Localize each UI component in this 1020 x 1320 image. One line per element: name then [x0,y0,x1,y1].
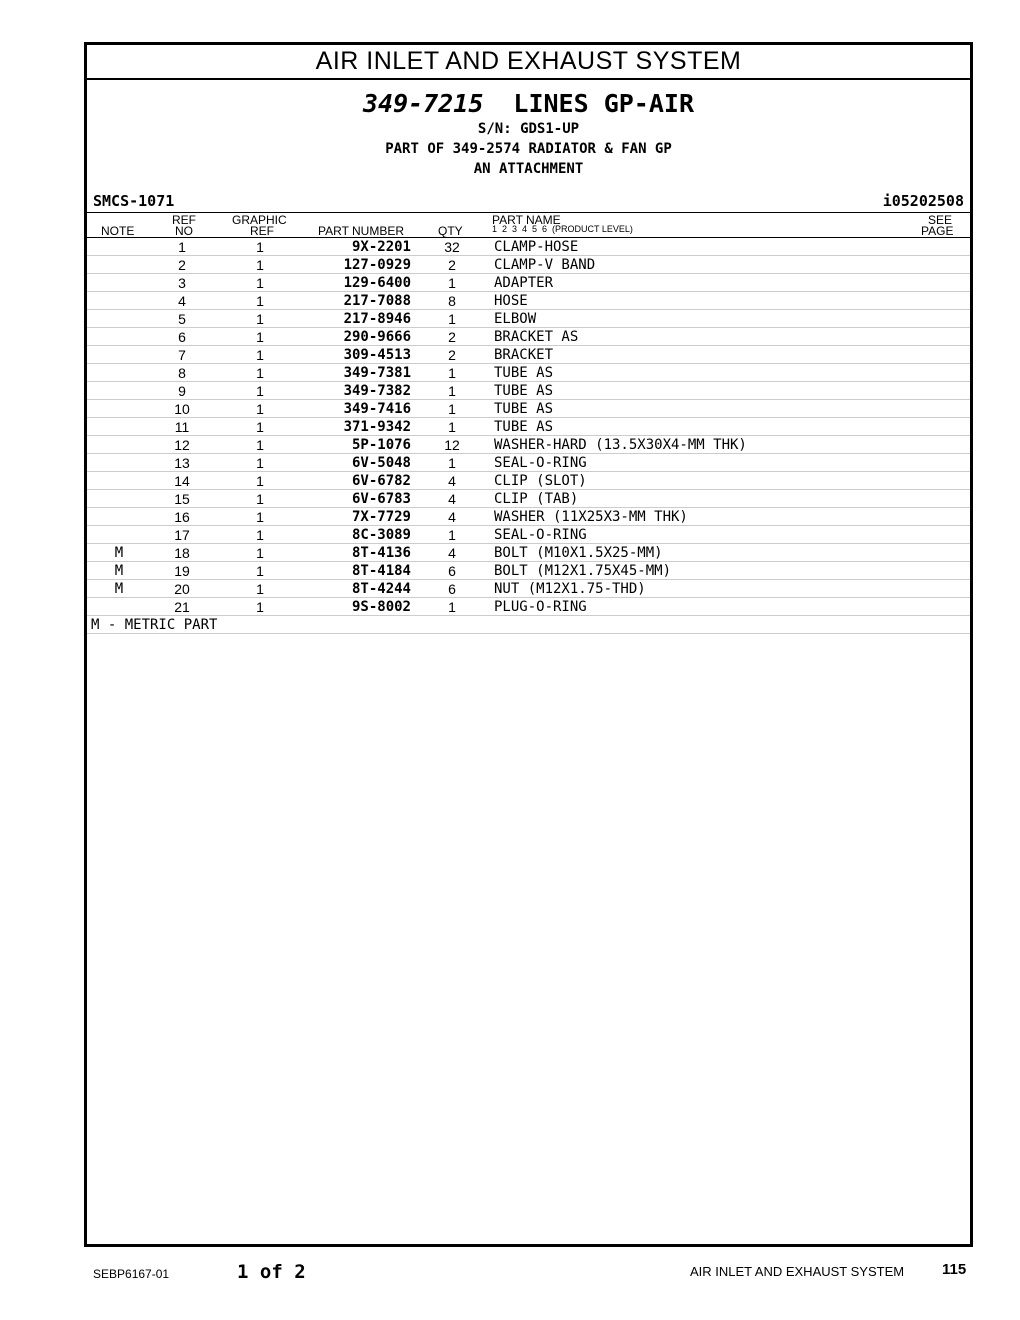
row-graphic-ref: 1 [256,311,264,327]
row-ref-no: 15 [174,491,190,507]
row-part-number: 9X-2201 [351,239,411,255]
row-ref-no: 19 [174,563,190,579]
row-qty: 2 [448,257,456,273]
row-part-name: CLIP (TAB) [494,491,579,507]
row-ref-no: 12 [174,437,190,453]
smcs-code: SMCS-1071 [93,192,175,210]
row-part-name: TUBE AS [494,401,554,417]
row-graphic-ref: 1 [256,455,264,471]
row-part-name: WASHER-HARD (13.5X30X4-MM THK) [494,437,747,453]
row-ref-no: 6 [178,329,186,345]
row-qty: 4 [448,509,456,525]
row-ref-no: 16 [174,509,190,525]
row-ref-no: 20 [174,581,190,597]
table-row [87,418,970,436]
row-part-name: CLAMP-V BAND [494,257,596,273]
row-qty: 1 [448,455,456,471]
col-graphic-top: GRAPHIC [232,213,287,227]
footnote: M - METRIC PART [91,617,218,633]
row-graphic-ref: 1 [256,491,264,507]
table-row [87,328,970,346]
row-graphic-ref: 1 [256,347,264,363]
row-graphic-ref: 1 [256,257,264,273]
row-part-name: SEAL-O-RING [494,527,587,543]
row-graphic-ref: 1 [256,473,264,489]
row-ref-no: 7 [178,347,186,363]
row-qty: 6 [448,563,456,579]
row-graphic-ref: 1 [256,239,264,255]
row-part-number: 8T-4136 [351,545,411,561]
row-part-number: 8T-4184 [351,563,411,579]
row-qty: 1 [448,275,456,291]
row-part-name: TUBE AS [494,365,554,381]
row-part-name: CLIP (SLOT) [494,473,587,489]
table-row [87,436,970,454]
table-row [87,490,970,508]
page-footer [0,1258,1020,1288]
row-ref-no: 13 [174,455,190,471]
row-part-name: TUBE AS [494,419,554,435]
table-row [87,238,970,256]
serial-range: S/N: GDS1-UP [477,121,580,137]
row-part-name: CLAMP-HOSE [494,239,579,255]
row-ref-no: 11 [174,419,190,435]
col-part-number: PART NUMBER [318,224,405,238]
row-ref-no: 14 [174,473,190,489]
row-ref-no: 2 [178,257,186,273]
row-part-number: 371-9342 [343,419,411,435]
section-title: AIR INLET AND EXHAUST SYSTEM [87,45,970,80]
row-ref-no: 18 [174,545,190,561]
row-qty: 1 [448,527,456,543]
group-part-number: 349-7215 [362,89,484,118]
footer-page-number: 115 [942,1261,967,1278]
row-part-number: 127-0929 [343,257,411,273]
table-row [87,508,970,526]
row-part-number: 217-7088 [343,293,411,309]
row-part-number: 309-4513 [343,347,411,363]
row-part-name: NUT (M12X1.75-THD) [494,581,646,597]
row-qty: 6 [448,581,456,597]
row-part-number: 6V-6782 [351,473,411,489]
row-graphic-ref: 1 [256,581,264,597]
row-graphic-ref: 1 [256,401,264,417]
row-ref-no: 5 [178,311,186,327]
table-row [87,544,970,562]
row-ref-no: 4 [178,293,186,309]
footer-section: AIR INLET AND EXHAUST SYSTEM [690,1264,905,1279]
smcs-row [87,190,970,213]
col-part-name: PART NAME [492,213,561,227]
col-ref-bottom: NO [175,224,193,238]
row-qty: 4 [448,473,456,489]
col-ref-top: REF [172,213,196,227]
row-part-name: HOSE [494,293,528,309]
row-part-number: 8C-3089 [351,527,411,543]
row-note: M [114,581,124,597]
parts-list [87,238,970,616]
table-row [87,472,970,490]
footer-doc-number: SEBP6167-01 [93,1267,170,1281]
row-graphic-ref: 1 [256,329,264,345]
table-row [87,346,970,364]
table-row [87,256,970,274]
row-part-number: 217-8946 [343,311,411,327]
row-ref-no: 17 [174,527,190,543]
row-graphic-ref: 1 [256,563,264,579]
row-part-name: SEAL-O-RING [494,455,587,471]
footer-page-of: 1 of 2 [237,1261,306,1283]
row-qty: 8 [448,293,456,309]
row-part-name: BRACKET [494,347,554,363]
table-row [87,580,970,598]
row-part-number: 7X-7729 [351,509,411,525]
table-row [87,274,970,292]
row-part-number: 349-7416 [343,401,411,417]
row-qty: 2 [448,329,456,345]
row-part-number: 349-7382 [343,383,411,399]
group-header [87,89,970,179]
row-qty: 1 [448,599,456,615]
row-part-number: 8T-4244 [351,581,411,597]
table-row [87,526,970,544]
row-part-name: ELBOW [494,311,537,327]
col-note: NOTE [101,224,135,238]
group-name: LINES GP-AIR [513,89,695,118]
table-row [87,598,970,616]
row-graphic-ref: 1 [256,275,264,291]
row-part-name: BRACKET AS [494,329,579,345]
row-ref-no: 8 [178,365,186,381]
row-graphic-ref: 1 [256,437,264,453]
row-qty: 12 [444,437,460,453]
row-part-name: BOLT (M12X1.75X45-MM) [494,563,672,579]
row-qty: 2 [448,347,456,363]
row-qty: 1 [448,419,456,435]
row-graphic-ref: 1 [256,383,264,399]
attachment-line: AN ATTACHMENT [473,161,584,177]
row-note: M [114,545,124,561]
row-graphic-ref: 1 [256,545,264,561]
row-ref-no: 10 [174,401,190,417]
row-qty: 1 [448,365,456,381]
row-qty: 32 [444,239,460,255]
footnote-row [87,616,970,634]
row-part-name: BOLT (M10X1.5X25-MM) [494,545,663,561]
row-part-name: TUBE AS [494,383,554,399]
row-part-number: 6V-5048 [351,455,411,471]
row-part-number: 9S-8002 [351,599,411,615]
row-ref-no: 1 [178,239,186,255]
row-part-name: ADAPTER [494,275,554,291]
col-see-top: SEE [928,213,953,227]
row-part-number: 5P-1076 [351,437,411,453]
row-graphic-ref: 1 [256,527,264,543]
row-part-number: 349-7381 [343,365,411,381]
row-qty: 1 [448,383,456,399]
table-row [87,400,970,418]
col-graphic-bottom: REF [250,224,274,238]
column-header [87,213,970,238]
col-see-bottom: PAGE [921,224,954,238]
row-part-name: WASHER (11X25X3-MM THK) [494,509,688,525]
row-part-name: PLUG-O-RING [494,599,587,615]
row-ref-no: 3 [178,275,186,291]
row-graphic-ref: 1 [256,365,264,381]
table-row [87,364,970,382]
row-ref-no: 21 [174,599,190,615]
row-qty: 1 [448,311,456,327]
col-qty: QTY [438,224,463,238]
row-qty: 4 [448,545,456,561]
row-graphic-ref: 1 [256,509,264,525]
row-graphic-ref: 1 [256,599,264,615]
table-row [87,382,970,400]
illustration-id: i05202508 [882,192,964,210]
row-graphic-ref: 1 [256,419,264,435]
part-of-line: PART OF 349-2574 RADIATOR & FAN GP [385,141,672,157]
table-row [87,310,970,328]
parts-page-frame [84,42,973,1247]
table-row [87,454,970,472]
row-qty: 4 [448,491,456,507]
row-part-number: 290-9666 [343,329,411,345]
row-graphic-ref: 1 [256,293,264,309]
table-row [87,562,970,580]
row-part-number: 6V-6783 [351,491,411,507]
row-part-number: 129-6400 [343,275,411,291]
table-row [87,292,970,310]
col-product-levels: 1 2 3 4 5 6 (PRODUCT LEVEL) [492,224,633,234]
row-ref-no: 9 [178,383,186,399]
row-qty: 1 [448,401,456,417]
row-note: M [114,563,124,579]
